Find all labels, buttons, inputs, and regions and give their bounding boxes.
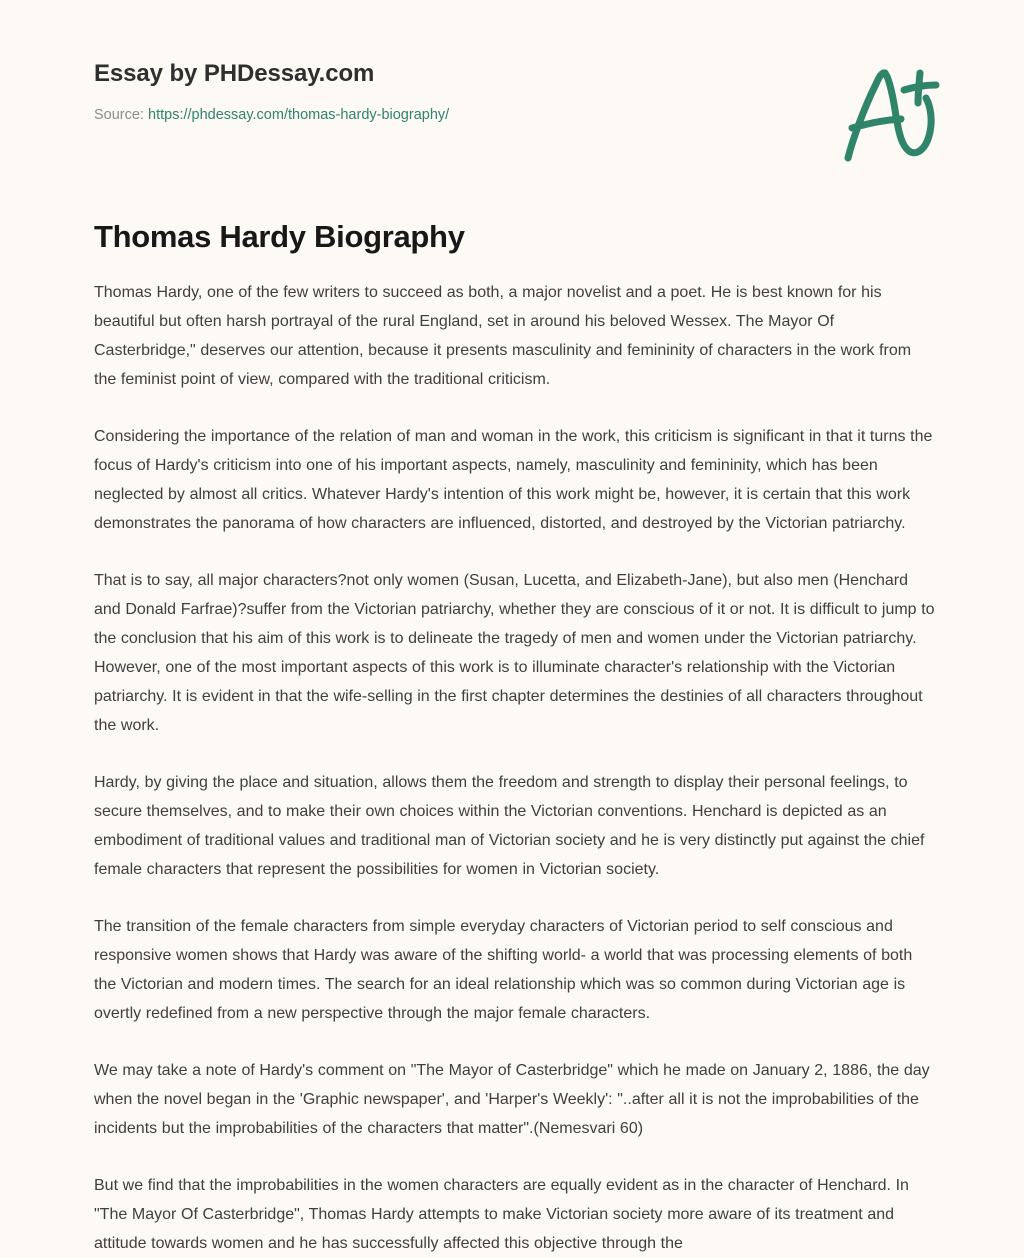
body-paragraph: The transition of the female characters from simple everyday characters of Victorian period to self conscious and responsive women shows that Hardy was aware of the shifting world- a world that was processing elements of both the Victorian and modern times. The search for an ideal relationship which was so common during Victorian age is overtly redefined from a new perspective through the major female characters.	[94, 918, 913, 1022]
body-paragraph: But we find that the improbabilities in the women characters are equally evident as in the character of Henchard. In "The Mayor Of Casterbridge", Thomas Hardy attempts to make Victorian society more aware of its treatment and attitude towards women and he has successfully affected this objective through the	[94, 1177, 909, 1252]
body-paragraph: We may take a note of Hardy's comment on "The Mayor of Casterbridge" which he made on January 2, 1886, the day when the novel began in the 'Graphic newspaper', and 'Harper's Weekly': "..after all it is not the improbabilities of the incidents but the improbabilities of the characters that matter".(Nemesvari 60)	[94, 1062, 930, 1137]
a-plus-logo-icon	[836, 62, 946, 167]
body-paragraph: Hardy, by giving the place and situation, allows them the freedom and strength to display their personal feelings, to secure themselves, and to make their own choices within the Victorian conventions. Henchard is depicted as an embodiment of traditional values and traditional man of Victorian society and he is very distinctly put against the chief female characters that represent the possibilities for women in Victorian society.	[94, 774, 925, 878]
page-title: Thomas Hardy Biography	[94, 219, 465, 254]
source-line	[94, 105, 946, 125]
body-paragraph: Thomas Hardy, one of the few writers to succeed as both, a major novelist and a poet. He is best known for his beautiful but often harsh portrayal of the rural England, set in around his beloved Wessex. The Mayor Of Casterbridge," deserves our attention, because it presents masculinity and femininity of characters in the work from the feminist point of view, compared with the traditional criticism.	[94, 284, 912, 388]
source-url-link[interactable]: https://phdessay.com/thomas-hardy-biography/	[148, 106, 450, 123]
essay-body	[94, 278, 936, 1258]
page-header	[94, 60, 946, 180]
source-label: Source:	[94, 106, 144, 123]
body-paragraph: That is to say, all major characters?not only women (Susan, Lucetta, and Elizabeth-Jane), but also men (Henchard and Donald Farfrae)?suffer from the Victorian patriarchy, whether they are conscious of it or not. It is difficult to jump to the conclusion that his aim of this work is to delineate the tragedy of men and women under the Victorian patriarchy. However, one of the most important aspects of this work is to illuminate character's relationship with the Victorian patriarchy. It is evident in that the wife-selling in the first chapter determines the destinies of all characters throughout the work.	[94, 572, 935, 734]
body-paragraph: Considering the importance of the relation of man and woman in the work, this criticism is significant in that it turns the focus of Hardy's criticism into one of his important aspects, namely, masculinity and femininity, which has been neglected by almost all critics. Whatever Hardy's intention of this work might be, however, it is certain that this work demonstrates the panorama of how characters are influenced, distorted, and destroyed by the Victorian patriarchy.	[94, 428, 933, 532]
brand-title: Essay by PHDessay.com	[94, 60, 375, 87]
